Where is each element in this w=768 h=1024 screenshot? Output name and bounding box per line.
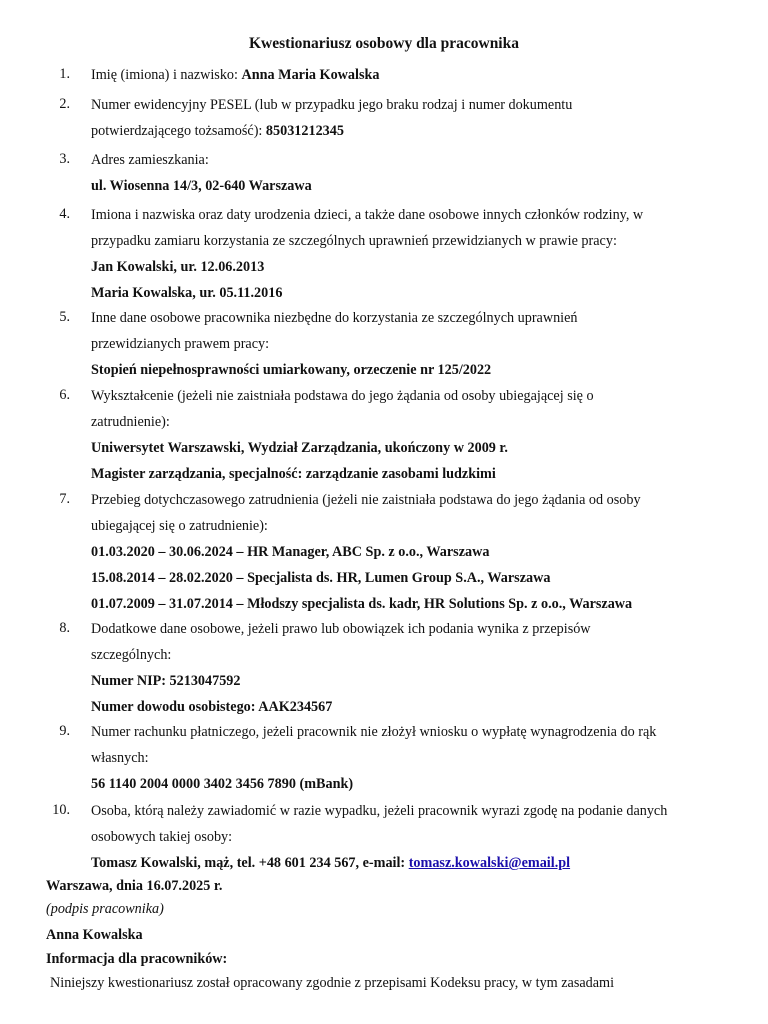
item-number: 3. bbox=[59, 151, 70, 167]
answer-text: 56 1140 2004 0000 3402 3456 7890 (mBank) bbox=[91, 776, 354, 792]
info-heading: Informacja dla pracowników: bbox=[46, 951, 228, 967]
question-text: Imiona i nazwiska oraz daty urodzenia dzieci, a także dane osobowe innych członków rodziny, w bbox=[91, 207, 644, 223]
answer-text: 15.08.2014 – 28.02.2020 – Specjalista ds. HR, Lumen Group S.A., Warszawa bbox=[91, 570, 551, 586]
question-text: szczególnych: bbox=[91, 647, 172, 663]
question-text: potwierdzającego tożsamość): bbox=[91, 123, 266, 139]
item-number: 5. bbox=[59, 309, 70, 325]
answer-text: Magister zarządzania, specjalność: zarządzanie zasobami ludzkimi bbox=[91, 466, 496, 482]
question-text: Dodatkowe dane osobowe, jeżeli prawo lub obowiązek ich podania wynika z przepisów bbox=[91, 621, 591, 637]
question-text: Imię (imiona) i nazwisko: bbox=[91, 67, 242, 83]
signature-label: (podpis pracownika) bbox=[46, 901, 164, 917]
question-text: Numer rachunku płatniczego, jeżeli pracownik nie złożył wniosku o wypłatę wynagrodzenia do rąk bbox=[91, 724, 657, 740]
answer-text: Numer dowodu osobistego: AAK234567 bbox=[91, 699, 333, 715]
question-text: Przebieg dotychczasowego zatrudnienia (jeżeli nie zaistniała podstawa do jego żądania od osoby bbox=[91, 492, 641, 508]
question-text: Adres zamieszkania: bbox=[91, 152, 209, 168]
answer-text: Jan Kowalski, ur. 12.06.2013 bbox=[91, 259, 265, 275]
answer-text: Anna Maria Kowalska bbox=[241, 67, 380, 83]
answer-text: 01.03.2020 – 30.06.2024 – HR Manager, ABC Sp. z o.o., Warszawa bbox=[91, 544, 490, 560]
question-text: Osoba, którą należy zawiadomić w razie wypadku, jeżeli pracownik wyrazi zgodę na podanie danych bbox=[91, 803, 668, 819]
item-number: 7. bbox=[59, 491, 70, 507]
page-title: Kwestionariusz osobowy dla pracownika bbox=[249, 35, 519, 52]
question-text: Numer ewidencyjny PESEL (lub w przypadku jego braku rodzaj i numer dokumentu bbox=[91, 97, 573, 113]
question-text: zatrudnienie): bbox=[91, 414, 170, 430]
answer-text: Maria Kowalska, ur. 05.11.2016 bbox=[91, 285, 283, 301]
info-text: Niniejszy kwestionariusz został opracowany zgodnie z przepisami Kodeksu pracy, w tym zasadami bbox=[50, 975, 615, 991]
item-number: 8. bbox=[59, 620, 70, 636]
answer-text: Stopień niepełnosprawności umiarkowany, orzeczenie nr 125/2022 bbox=[91, 362, 492, 378]
item-number: 4. bbox=[59, 206, 70, 222]
signature-name: Anna Kowalska bbox=[46, 927, 143, 943]
answer-text: Tomasz Kowalski, mąż, tel. +48 601 234 567, e-mail: bbox=[91, 855, 409, 871]
email-link[interactable]: tomasz.kowalski@email.pl bbox=[408, 855, 571, 871]
item-number: 10. bbox=[52, 802, 70, 818]
answer-text: Uniwersytet Warszawski, Wydział Zarządzania, ukończony w 2009 r. bbox=[91, 440, 508, 456]
item-number: 1. bbox=[59, 66, 70, 82]
item-number: 6. bbox=[59, 387, 70, 403]
item-number: 9. bbox=[59, 723, 70, 739]
question-text: ubiegającej się o zatrudnienie): bbox=[91, 518, 268, 534]
answer-text: Numer NIP: 5213047592 bbox=[91, 673, 241, 689]
answer-text: ul. Wiosenna 14/3, 02-640 Warszawa bbox=[91, 178, 312, 194]
question-text: przypadku zamiaru korzystania ze szczególnych uprawnień przewidzianych w prawie pracy: bbox=[91, 233, 617, 249]
question-text: Inne dane osobowe pracownika niezbędne do korzystania ze szczególnych uprawnień bbox=[91, 310, 578, 326]
question-text: osobowych takiej osoby: bbox=[91, 829, 233, 845]
answer-text: 85031212345 bbox=[265, 123, 344, 139]
place-date: Warszawa, dnia 16.07.2025 r. bbox=[46, 878, 223, 894]
question-text: Wykształcenie (jeżeli nie zaistniała podstawa do jego żądania od osoby ubiegającej się o bbox=[91, 388, 594, 404]
question-text: przewidzianych prawem pracy: bbox=[91, 336, 270, 352]
item-number: 2. bbox=[59, 96, 70, 112]
question-text: własnych: bbox=[91, 750, 149, 766]
answer-text: 01.07.2009 – 31.07.2014 – Młodszy specjalista ds. kadr, HR Solutions Sp. z o.o., Warszawa bbox=[91, 596, 633, 612]
